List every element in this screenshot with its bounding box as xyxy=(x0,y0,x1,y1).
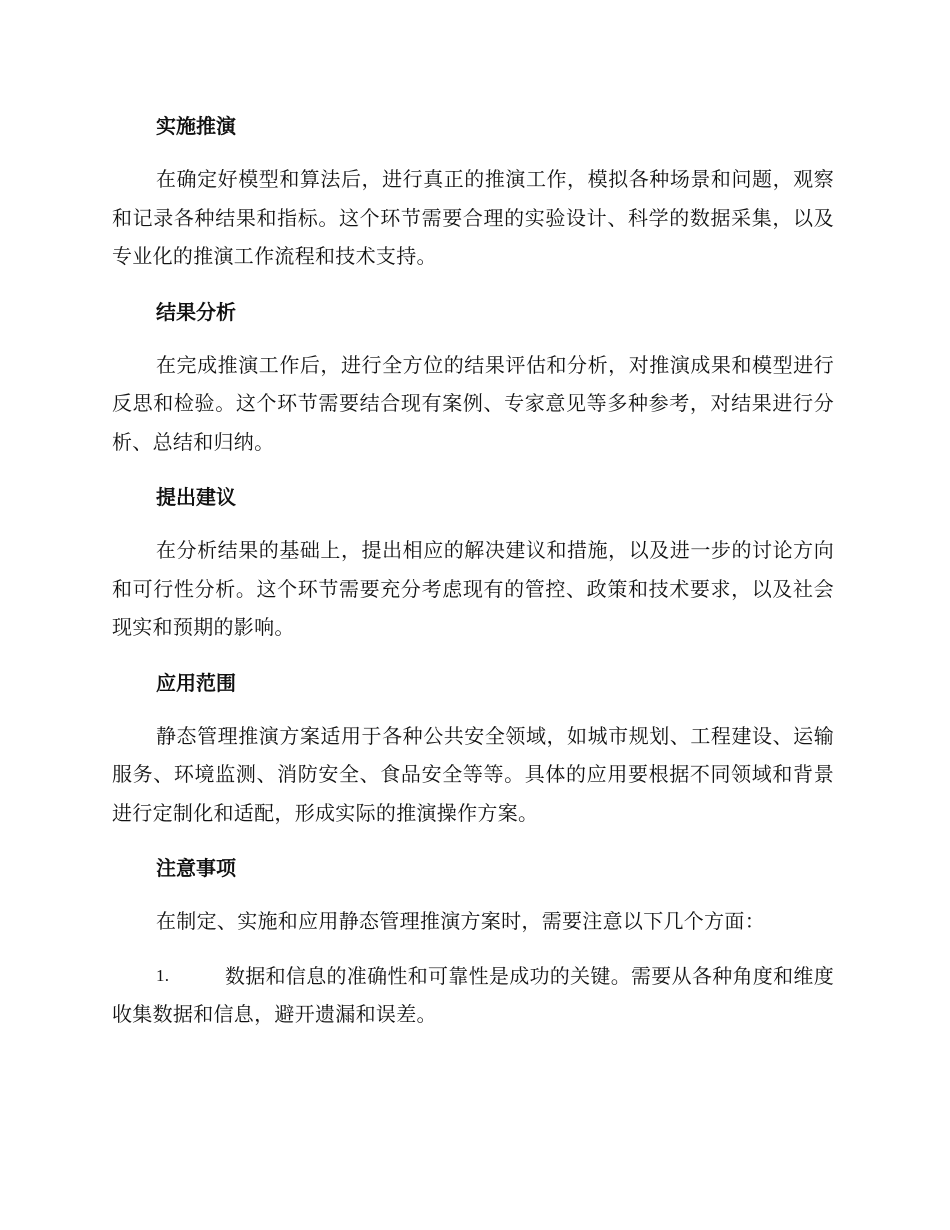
section-paragraph: 在完成推演工作后，进行全方位的结果评估和分析，对推演成果和模型进行反思和检验。这个环节需要结合现有案例、专家意见等多种参考，对结果进行分析、总结和归纳。 xyxy=(112,352,834,454)
section-heading: 提出建议 xyxy=(156,485,236,509)
section-heading: 实施推演 xyxy=(156,114,236,138)
list-item-number: 1. xyxy=(156,965,170,985)
section-heading: 结果分析 xyxy=(156,299,236,324)
section-heading: 注意事项 xyxy=(156,856,236,880)
list-item xyxy=(112,957,834,1034)
section-paragraph: 在确定好模型和算法后，进行真正的推演工作，模拟各种场景和问题，观察和记录各种结果和指标。这个环节需要合理的实验设计、科学的数据采集，以及专业化的推演工作流程和技术支持。 xyxy=(112,167,834,268)
section-paragraph: 在分析结果的基础上，提出相应的解决建议和措施，以及进一步的讨论方向和可行性分析。这个环节需要充分考虑现有的管控、政策和技术要求，以及社会现实和预期的影响。 xyxy=(112,538,834,639)
list-item-text: 数据和信息的准确性和可靠性是成功的关键。需要从各种角度和维度收集数据和信息，避开遗漏和误差。 xyxy=(112,963,834,1026)
section-paragraph: 静态管理推演方案适用于各种公共安全领域，如城市规划、工程建设、运输服务、环境监测、消防安全、食品安全等等。具体的应用要根据不同领域和背景进行定制化和适配，形成实际的推演操作方案。 xyxy=(112,723,834,825)
document-body xyxy=(112,106,834,1034)
section-paragraph: 在制定、实施和应用静态管理推演方案时，需要注意以下几个方面： xyxy=(156,909,765,933)
section-heading: 应用范围 xyxy=(156,670,236,695)
